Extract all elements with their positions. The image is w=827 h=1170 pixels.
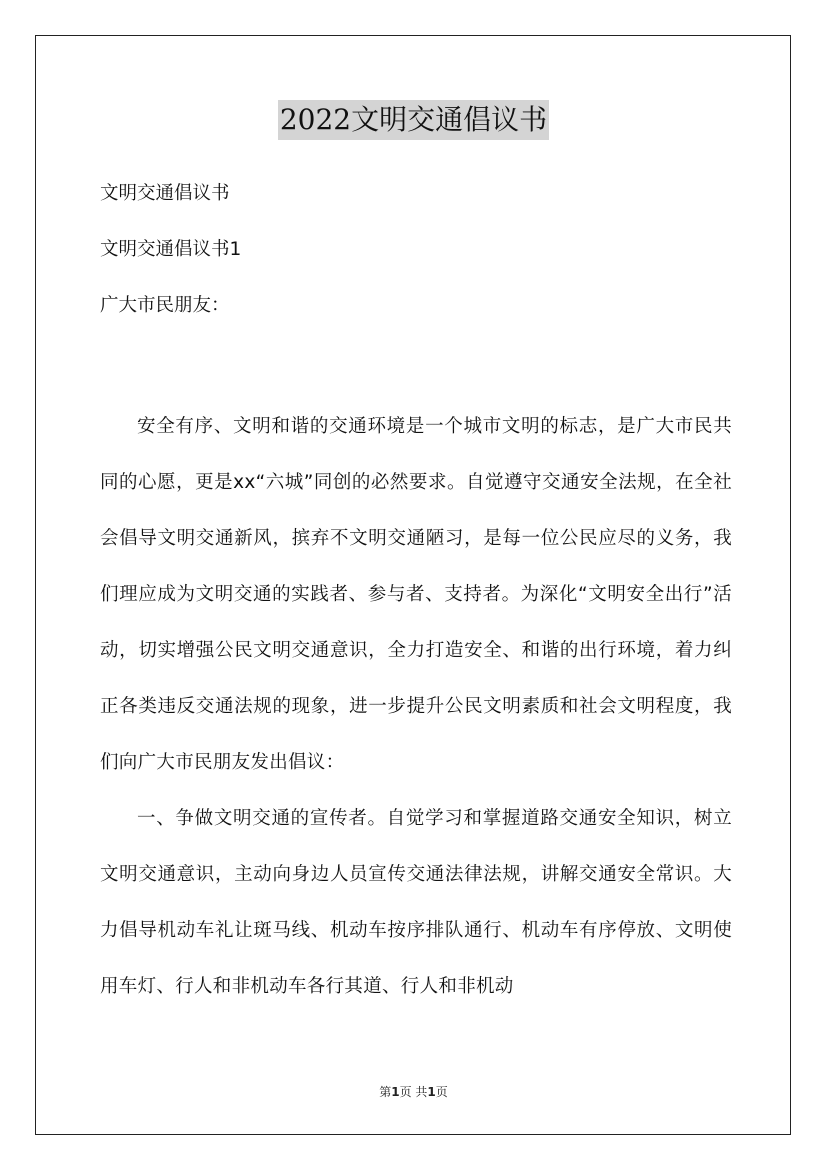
title-container (0, 100, 827, 140)
page-suffix: 页 (435, 1085, 448, 1099)
page-total: 1 (427, 1085, 436, 1099)
document-title: 2022文明交通倡议书 (278, 100, 549, 140)
document-subtitle: 文明交通倡议书 (100, 183, 230, 204)
section-heading: 文明交通倡议书1 (100, 239, 242, 260)
page-mid: 页 共 (399, 1085, 428, 1099)
paragraph-intro: 安全有序、文明和谐的交通环境是一个城市文明的标志，是广大市民共同的心愿，更是xx“六城”同创的必然要求。自觉遵守交通安全法规，在全社会倡导文明交通新风，摈弃不文明交通陋习，是每一位公民应尽的义务，我们理应成为文明交通的实践者、参与者、支持者。为深化“文明安全出行”活动，切实增强公民文明交通意识，全力打造安全、和谐的出行环境，着力纠正各类违反交通法规的现象，进一步提升公民文明素质和社会文明程度，我们向广大市民朋友发出倡议： (100, 416, 732, 773)
salutation: 广大市民朋友： (100, 295, 230, 316)
paragraph-item-1: 一、争做文明交通的宣传者。自觉学习和掌握道路交通安全知识，树立文明交通意识，主动向身边人员宣传交通法律法规，讲解交通安全常识。大力倡导机动车礼让斑马线、机动车按序排队通行、机动车有序停放、文明使用车灯、行人和非机动车各行其道、行人和非机动 (100, 808, 732, 997)
page-current: 1 (391, 1085, 400, 1099)
page-prefix: 第 (379, 1085, 392, 1099)
document-body (100, 176, 732, 1015)
page-footer (0, 1083, 827, 1100)
